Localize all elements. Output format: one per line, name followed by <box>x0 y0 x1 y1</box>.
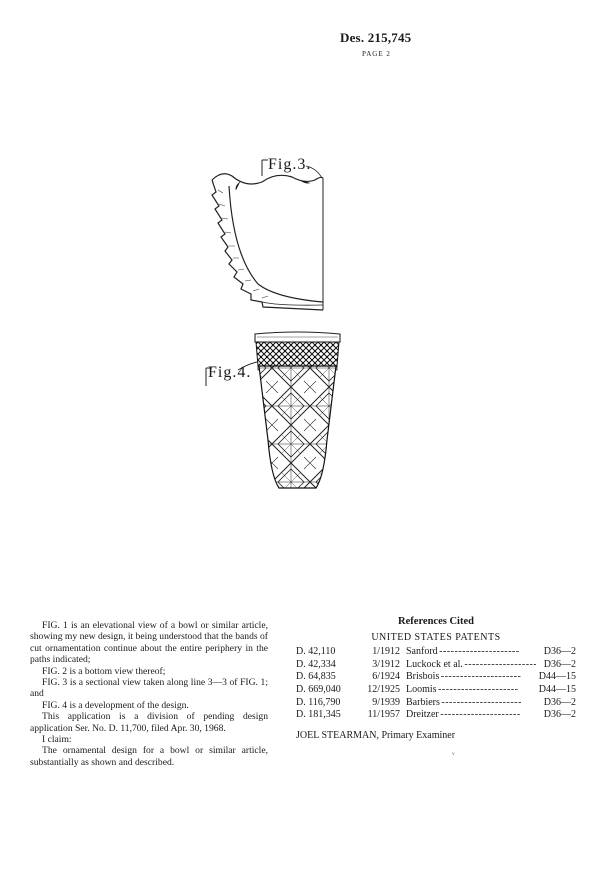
fig4-label: Fig.4. <box>208 364 252 381</box>
reference-row <box>296 646 576 659</box>
reference-row <box>296 684 576 697</box>
page-number: PAGE 2 <box>362 50 391 58</box>
reference-name: Luckock et al. - - - <box>406 659 536 672</box>
description-paragraph: FIG. 4 is a development of the design. <box>42 699 189 711</box>
reference-class: D36—2 <box>536 659 576 672</box>
reference-name: Dreitzer - - - <box>406 709 536 722</box>
reference-class: D36—2 <box>536 646 576 659</box>
fig4-development <box>250 332 345 496</box>
patent-number: Des. 215,745 <box>340 30 412 45</box>
design-description <box>30 620 268 768</box>
reference-date: 6/1924 <box>372 671 400 683</box>
reference-row <box>296 697 576 710</box>
reference-row <box>296 659 576 672</box>
reference-date: 1/1912 <box>372 646 400 658</box>
description-paragraph: FIG. 1 is an elevational view of a bowl or similar article, showing my new design, it being understood that the bands of cut ornamentation continue about the entire periphery in the paths indicated; <box>30 620 268 666</box>
references-cited <box>296 616 576 742</box>
reference-patent: D. 669,040 <box>296 683 341 695</box>
scan-mark: ᵥ <box>452 746 455 756</box>
reference-patent: D. 181,345 <box>296 709 341 721</box>
reference-name: Sanford - - - <box>406 646 536 659</box>
reference-class: D36—2 <box>536 709 576 722</box>
reference-patent: D. 42,334 <box>296 658 336 670</box>
primary-examiner: JOEL STEARMAN, Primary Examiner <box>296 729 456 741</box>
reference-patent: D. 116,790 <box>296 696 341 708</box>
reference-date: 9/1939 <box>372 696 400 708</box>
fig3-bowl-section <box>212 174 323 310</box>
description-paragraph: This application is a division of pending design application Ser. No. D. 11,700, filed Apr. 30, 1968. <box>30 711 268 734</box>
reference-name: Barbiers - - - <box>406 697 536 710</box>
reference-class: D44—15 <box>536 684 576 697</box>
reference-date: 11/1957 <box>367 709 400 721</box>
reference-name: Loomis - - - <box>406 684 536 697</box>
reference-date: 12/1925 <box>367 683 400 695</box>
claim-heading: I claim: <box>42 734 72 746</box>
reference-patent: D. 64,835 <box>296 671 336 683</box>
reference-class: D36—2 <box>536 697 576 710</box>
reference-class: D44—15 <box>536 671 576 684</box>
references-title: References Cited <box>398 616 474 627</box>
reference-row <box>296 671 576 684</box>
description-paragraph: FIG. 3 is a sectional view taken along line 3—3 of FIG. 1; and <box>30 677 268 700</box>
description-paragraph: FIG. 2 is a bottom view thereof; <box>42 665 166 677</box>
reference-row <box>296 709 576 722</box>
reference-patent: D. 42,110 <box>296 646 336 658</box>
reference-date: 3/1912 <box>372 658 400 670</box>
reference-name: Brisbois - - - <box>406 671 536 684</box>
fig3-section-hatch <box>218 180 310 298</box>
claim-text: The ornamental design for a bowl or similar article, substantially as shown and described. <box>30 745 268 768</box>
references-subtitle: UNITED STATES PATENTS <box>371 631 501 643</box>
fig3-label: Fig.3. <box>268 156 312 173</box>
